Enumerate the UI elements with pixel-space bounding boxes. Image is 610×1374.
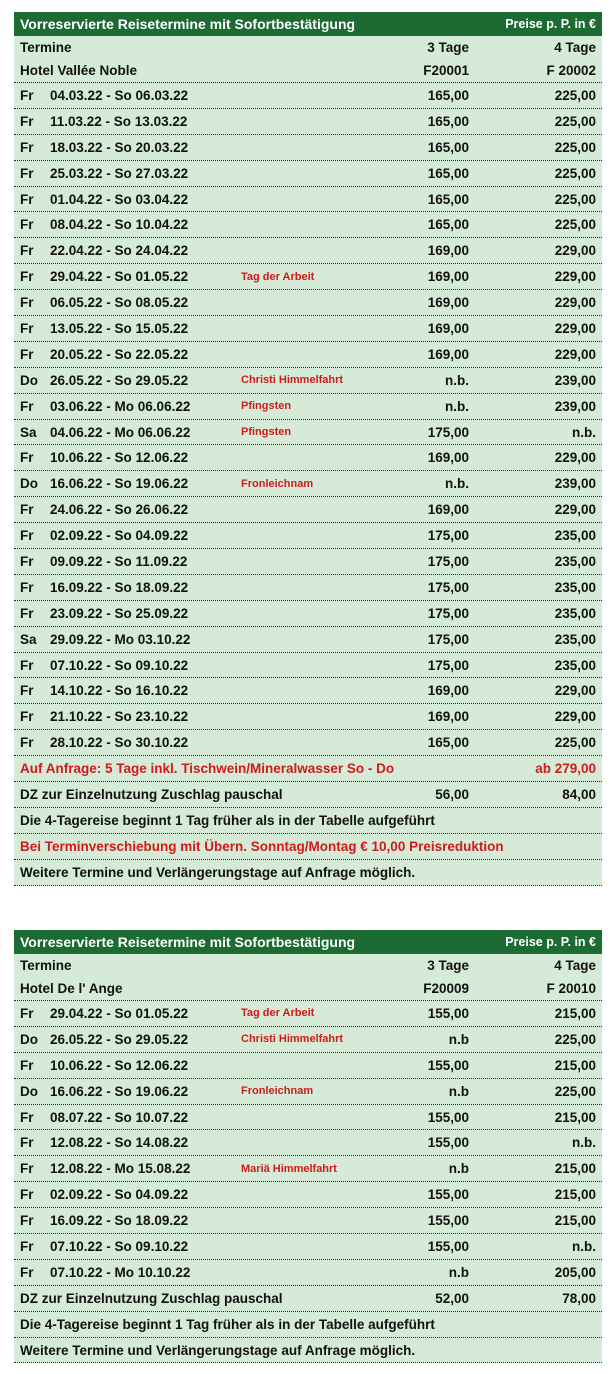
price-3-days: n.b <box>448 1264 469 1280</box>
date-text: 10.06.22 - So 12.06.22 <box>50 1057 189 1073</box>
price-3-days: 165,00 <box>427 165 469 181</box>
date-text: 02.09.22 - So 04.09.22 <box>50 1187 189 1203</box>
price-3-days: n.b. <box>445 372 469 388</box>
anfrage-price: ab 279,00 <box>535 761 596 777</box>
date-text: 26.05.22 - So 29.05.22 <box>50 372 189 388</box>
single-room-4-days: 84,00 <box>562 786 596 802</box>
date-text: 26.05.22 - So 29.05.22 <box>50 1031 189 1047</box>
price-3-days: n.b <box>448 1083 469 1099</box>
date-row <box>14 83 602 109</box>
price-unit-label: Preise p. P. in € <box>505 17 596 31</box>
date-range <box>20 269 188 284</box>
weekday: Fr <box>20 502 34 518</box>
date-range <box>20 1110 188 1125</box>
date-range <box>20 1265 190 1280</box>
date-text: 25.03.22 - So 27.03.22 <box>50 165 189 181</box>
table-header <box>14 12 602 36</box>
weekday: Fr <box>20 346 34 362</box>
table-title: Vorreservierte Reisetermine mit Sofortbestätigung <box>20 934 356 950</box>
price-4-days: 229,00 <box>554 243 596 259</box>
date-text: 06.05.22 - So 08.05.22 <box>50 295 189 311</box>
price-4-days: 225,00 <box>554 191 596 207</box>
weekday: Fr <box>20 113 34 129</box>
date-row <box>14 420 602 446</box>
weekday: Fr <box>20 605 34 621</box>
note-row <box>14 1338 602 1364</box>
date-text: 12.08.22 - Mo 15.08.22 <box>50 1161 191 1177</box>
code-3-days: F20001 <box>423 63 469 78</box>
date-row <box>14 1027 602 1053</box>
date-text: 07.10.22 - So 09.10.22 <box>50 1238 189 1254</box>
weekday: Fr <box>20 243 34 259</box>
price-3-days: 169,00 <box>427 450 469 466</box>
price-4-days: n.b. <box>572 1238 596 1254</box>
weekday: Fr <box>20 450 34 466</box>
date-text: 16.09.22 - So 18.09.22 <box>50 579 189 595</box>
date-range <box>20 295 188 310</box>
price-3-days: 155,00 <box>427 1135 469 1151</box>
date-row <box>14 161 602 187</box>
holiday-note: Christi Himmelfahrt <box>241 1033 344 1046</box>
date-range <box>20 192 188 207</box>
date-range <box>20 1239 188 1254</box>
note-text: Die 4-Tagereise beginnt 1 Tag früher als in der Tabelle aufgeführt <box>20 812 435 828</box>
date-text: 22.04.22 - So 24.04.22 <box>50 243 189 259</box>
date-row <box>14 704 602 730</box>
price-3-days: n.b. <box>445 476 469 492</box>
date-range <box>20 140 188 155</box>
date-range <box>20 114 187 129</box>
date-range <box>20 1006 188 1021</box>
date-row <box>14 316 602 342</box>
price-3-days: 155,00 <box>427 1057 469 1073</box>
price-4-days: 229,00 <box>554 683 596 699</box>
price-4-days: 215,00 <box>554 1187 596 1203</box>
holiday-note: Mariä Himmelfahrt <box>241 1162 337 1175</box>
price-4-days: 239,00 <box>554 398 596 414</box>
date-text: 03.06.22 - Mo 06.06.22 <box>50 398 191 414</box>
date-range <box>20 1058 188 1073</box>
price-4-days: 215,00 <box>554 1213 596 1229</box>
date-text: 29.04.22 - So 01.05.22 <box>50 1005 189 1021</box>
single-room-row <box>14 782 602 808</box>
date-text: 28.10.22 - So 30.10.22 <box>50 735 189 751</box>
price-4-days: 215,00 <box>554 1109 596 1125</box>
code-4-days: F 20010 <box>546 981 596 996</box>
weekday: Fr <box>20 320 34 336</box>
date-row <box>14 445 602 471</box>
holiday-note: Fronleichnam <box>241 1085 314 1098</box>
price-3-days: 175,00 <box>427 657 469 673</box>
date-text: 23.09.22 - So 25.09.22 <box>50 605 189 621</box>
price-3-days: 175,00 <box>427 528 469 544</box>
date-row <box>14 653 602 679</box>
code-4-days: F 20002 <box>546 63 596 78</box>
date-row <box>14 342 602 368</box>
date-range <box>20 217 188 232</box>
holiday-note: Tag der Arbeit <box>241 270 315 283</box>
weekday: Fr <box>20 579 34 595</box>
price-4-days: 225,00 <box>554 113 596 129</box>
price-3-days: 155,00 <box>427 1109 469 1125</box>
price-4-days: 239,00 <box>554 476 596 492</box>
table-header <box>14 930 602 954</box>
hotel-row <box>14 59 602 83</box>
price-3-days: 165,00 <box>427 87 469 103</box>
price-4-days: 205,00 <box>554 1264 596 1280</box>
date-range <box>20 658 188 673</box>
date-range <box>20 347 188 362</box>
note-text: Die 4-Tagereise beginnt 1 Tag früher als in der Tabelle aufgeführt <box>20 1316 435 1332</box>
date-range <box>20 735 188 750</box>
weekday: Fr <box>20 269 34 285</box>
price-3-days: n.b. <box>445 398 469 414</box>
holiday-note: Pfingsten <box>241 426 292 439</box>
date-text: 12.08.22 - So 14.08.22 <box>50 1135 189 1151</box>
date-row <box>14 212 602 238</box>
weekday: Fr <box>20 683 34 699</box>
price-4-days: 229,00 <box>554 502 596 518</box>
date-text: 08.07.22 - So 10.07.22 <box>50 1109 189 1125</box>
price-4-days: 235,00 <box>554 605 596 621</box>
date-row <box>14 730 602 756</box>
date-row <box>14 1079 602 1105</box>
date-text: 07.10.22 - So 09.10.22 <box>50 657 189 673</box>
date-range <box>20 321 188 336</box>
date-text: 08.04.22 - So 10.04.22 <box>50 217 189 233</box>
date-range <box>20 1135 188 1150</box>
price-4-days: 229,00 <box>554 346 596 362</box>
price-4-days: 225,00 <box>554 1083 596 1099</box>
anfrage-row <box>14 756 602 782</box>
price-3-days: 169,00 <box>427 683 469 699</box>
single-room-label: DZ zur Einzelnutzung Zuschlag pauschal <box>20 786 283 802</box>
price-3-days: 175,00 <box>427 553 469 569</box>
weekday: Sa <box>20 424 37 440</box>
column-header-row <box>14 36 602 59</box>
weekday: Fr <box>20 735 34 751</box>
col-3-days-label: 3 Tage <box>427 40 469 55</box>
date-text: 10.06.22 - So 12.06.22 <box>50 450 189 466</box>
date-text: 21.10.22 - So 23.10.22 <box>50 709 189 725</box>
price-4-days: 225,00 <box>554 735 596 751</box>
discount-note: Bei Terminverschiebung mit Übern. Sonntag/Montag € 10,00 Preisreduktion <box>20 838 504 854</box>
date-range <box>20 580 188 595</box>
date-row <box>14 238 602 264</box>
date-range <box>20 243 188 258</box>
date-row <box>14 290 602 316</box>
price-4-days: 229,00 <box>554 269 596 285</box>
date-text: 16.06.22 - So 19.06.22 <box>50 476 189 492</box>
weekday: Fr <box>20 165 34 181</box>
date-range <box>20 554 187 569</box>
date-row <box>14 471 602 497</box>
date-range <box>20 88 188 103</box>
date-text: 02.09.22 - So 04.09.22 <box>50 528 189 544</box>
price-3-days: 155,00 <box>427 1238 469 1254</box>
date-range <box>20 476 188 491</box>
price-4-days: 229,00 <box>554 320 596 336</box>
date-text: 07.10.22 - Mo 10.10.22 <box>50 1264 191 1280</box>
date-range <box>20 709 188 724</box>
weekday: Fr <box>20 295 34 311</box>
price-4-days: 239,00 <box>554 372 596 388</box>
date-text: 18.03.22 - So 20.03.22 <box>50 139 189 155</box>
date-range <box>20 632 190 647</box>
weekday: Fr <box>20 1057 34 1073</box>
price-4-days: 235,00 <box>554 528 596 544</box>
col-3-days-label: 3 Tage <box>427 958 469 973</box>
price-3-days: 169,00 <box>427 346 469 362</box>
date-text: 14.10.22 - So 16.10.22 <box>50 683 189 699</box>
date-row <box>14 109 602 135</box>
date-row <box>14 1260 602 1286</box>
date-row <box>14 187 602 213</box>
date-text: 13.05.22 - So 15.05.22 <box>50 320 189 336</box>
weekday: Do <box>20 372 38 388</box>
hotel-name: Hotel De l' Ange <box>20 981 123 996</box>
weekday: Fr <box>20 1238 34 1254</box>
termine-label: Termine <box>20 40 72 55</box>
date-range <box>20 166 188 181</box>
price-3-days: n.b <box>448 1031 469 1047</box>
date-range <box>20 606 188 621</box>
date-range <box>20 373 188 388</box>
date-range <box>20 1032 188 1047</box>
price-3-days: 165,00 <box>427 191 469 207</box>
price-3-days: 165,00 <box>427 139 469 155</box>
date-row <box>14 1001 602 1027</box>
weekday: Fr <box>20 1135 34 1151</box>
price-4-days: 229,00 <box>554 709 596 725</box>
col-4-days-label: 4 Tage <box>554 40 596 55</box>
holiday-note: Fronleichnam <box>241 477 314 490</box>
date-text: 29.09.22 - Mo 03.10.22 <box>50 631 191 647</box>
price-4-days: n.b. <box>572 1135 596 1151</box>
date-text: 16.06.22 - So 19.06.22 <box>50 1083 189 1099</box>
date-range <box>20 1187 188 1202</box>
date-text: 01.04.22 - So 03.04.22 <box>50 191 189 207</box>
date-text: 09.09.22 - So 11.09.22 <box>50 553 188 569</box>
weekday: Fr <box>20 398 34 414</box>
price-unit-label: Preise p. P. in € <box>505 935 596 949</box>
anfrage-text: Auf Anfrage: 5 Tage inkl. Tischwein/Mineralwasser So - Do <box>20 761 395 777</box>
hotel-row <box>14 977 602 1001</box>
price-4-days: 235,00 <box>554 579 596 595</box>
date-row <box>14 601 602 627</box>
price-4-days: 229,00 <box>554 295 596 311</box>
date-text: 29.04.22 - So 01.05.22 <box>50 269 189 285</box>
weekday: Fr <box>20 1187 34 1203</box>
date-text: 04.03.22 - So 06.03.22 <box>50 87 189 103</box>
col-4-days-label: 4 Tage <box>554 958 596 973</box>
date-range <box>20 528 188 543</box>
date-row <box>14 264 602 290</box>
weekday: Fr <box>20 1005 34 1021</box>
date-text: 11.03.22 - So 13.03.22 <box>50 113 188 129</box>
price-4-days: 225,00 <box>554 1031 596 1047</box>
single-room-3-days: 52,00 <box>435 1290 469 1306</box>
price-3-days: 155,00 <box>427 1187 469 1203</box>
price-4-days: 225,00 <box>554 165 596 181</box>
note-row <box>14 834 602 860</box>
weekday: Sa <box>20 631 37 647</box>
weekday: Fr <box>20 139 34 155</box>
date-range <box>20 502 188 517</box>
date-text: 16.09.22 - So 18.09.22 <box>50 1213 189 1229</box>
holiday-note: Pfingsten <box>241 400 292 413</box>
date-row <box>14 135 602 161</box>
price-3-days: 175,00 <box>427 605 469 621</box>
weekday: Do <box>20 1031 38 1047</box>
date-row <box>14 497 602 523</box>
date-row <box>14 1182 602 1208</box>
weekday: Do <box>20 476 38 492</box>
single-room-4-days: 78,00 <box>562 1290 596 1306</box>
weekday: Fr <box>20 1213 34 1229</box>
date-range <box>20 1084 188 1099</box>
price-4-days: 215,00 <box>554 1161 596 1177</box>
price-3-days: 175,00 <box>427 631 469 647</box>
price-3-days: 169,00 <box>427 709 469 725</box>
weekday: Fr <box>20 528 34 544</box>
date-row <box>14 1208 602 1234</box>
date-rows <box>14 83 602 756</box>
date-row <box>14 1156 602 1182</box>
single-room-3-days: 56,00 <box>435 786 469 802</box>
date-row <box>14 1130 602 1156</box>
price-4-days: 225,00 <box>554 87 596 103</box>
note-row <box>14 808 602 834</box>
price-3-days: 169,00 <box>427 295 469 311</box>
weekday: Fr <box>20 217 34 233</box>
holiday-note: Tag der Arbeit <box>241 1007 315 1020</box>
date-range <box>20 450 188 465</box>
date-row <box>14 368 602 394</box>
price-3-days: 165,00 <box>427 217 469 233</box>
price-3-days: 169,00 <box>427 243 469 259</box>
date-range <box>20 425 190 440</box>
column-header-row <box>14 954 602 977</box>
note-text: Weitere Termine und Verlängerungstage auf Anfrage möglich. <box>20 1342 416 1358</box>
weekday: Do <box>20 1083 38 1099</box>
price-4-days: 225,00 <box>554 217 596 233</box>
date-text: 04.06.22 - Mo 06.06.22 <box>50 424 191 440</box>
date-row <box>14 1053 602 1079</box>
date-rows <box>14 1001 602 1286</box>
date-row <box>14 523 602 549</box>
date-row <box>14 549 602 575</box>
price-3-days: 155,00 <box>427 1213 469 1229</box>
note-text: Weitere Termine und Verlängerungstage auf Anfrage möglich. <box>20 864 416 880</box>
price-table-2 <box>14 930 602 1363</box>
single-room-label: DZ zur Einzelnutzung Zuschlag pauschal <box>20 1290 283 1306</box>
date-text: 24.06.22 - So 26.06.22 <box>50 502 189 518</box>
single-room-row <box>14 1286 602 1312</box>
price-3-days: 165,00 <box>427 735 469 751</box>
code-3-days: F20009 <box>423 981 469 996</box>
price-3-days: 165,00 <box>427 113 469 129</box>
date-row <box>14 1234 602 1260</box>
weekday: Fr <box>20 87 34 103</box>
price-4-days: 215,00 <box>554 1005 596 1021</box>
weekday: Fr <box>20 553 34 569</box>
price-3-days: 155,00 <box>427 1005 469 1021</box>
date-text: 20.05.22 - So 22.05.22 <box>50 346 189 362</box>
price-table-1 <box>14 12 602 886</box>
date-row <box>14 627 602 653</box>
weekday: Fr <box>20 709 34 725</box>
price-3-days: 169,00 <box>427 502 469 518</box>
date-range <box>20 683 188 698</box>
date-row <box>14 678 602 704</box>
note-row <box>14 860 602 886</box>
weekday: Fr <box>20 657 34 673</box>
price-3-days: 169,00 <box>427 269 469 285</box>
termine-label: Termine <box>20 958 72 973</box>
price-4-days: 235,00 <box>554 657 596 673</box>
date-range <box>20 1213 188 1228</box>
date-row <box>14 1105 602 1131</box>
price-3-days: n.b <box>448 1161 469 1177</box>
hotel-name: Hotel Vallée Noble <box>20 63 138 78</box>
price-4-days: 235,00 <box>554 553 596 569</box>
table-title: Vorreservierte Reisetermine mit Sofortbestätigung <box>20 16 356 32</box>
weekday: Fr <box>20 1264 34 1280</box>
price-4-days: 225,00 <box>554 139 596 155</box>
price-4-days: n.b. <box>572 424 596 440</box>
weekday: Fr <box>20 191 34 207</box>
price-4-days: 235,00 <box>554 631 596 647</box>
date-range <box>20 1161 190 1176</box>
price-4-days: 215,00 <box>554 1057 596 1073</box>
price-4-days: 229,00 <box>554 450 596 466</box>
price-3-days: 175,00 <box>427 579 469 595</box>
date-row <box>14 575 602 601</box>
holiday-note: Christi Himmelfahrt <box>241 374 344 387</box>
price-3-days: 169,00 <box>427 320 469 336</box>
date-range <box>20 399 190 414</box>
note-row <box>14 1312 602 1338</box>
weekday: Fr <box>20 1109 34 1125</box>
date-row <box>14 394 602 420</box>
weekday: Fr <box>20 1161 34 1177</box>
price-3-days: 175,00 <box>427 424 469 440</box>
